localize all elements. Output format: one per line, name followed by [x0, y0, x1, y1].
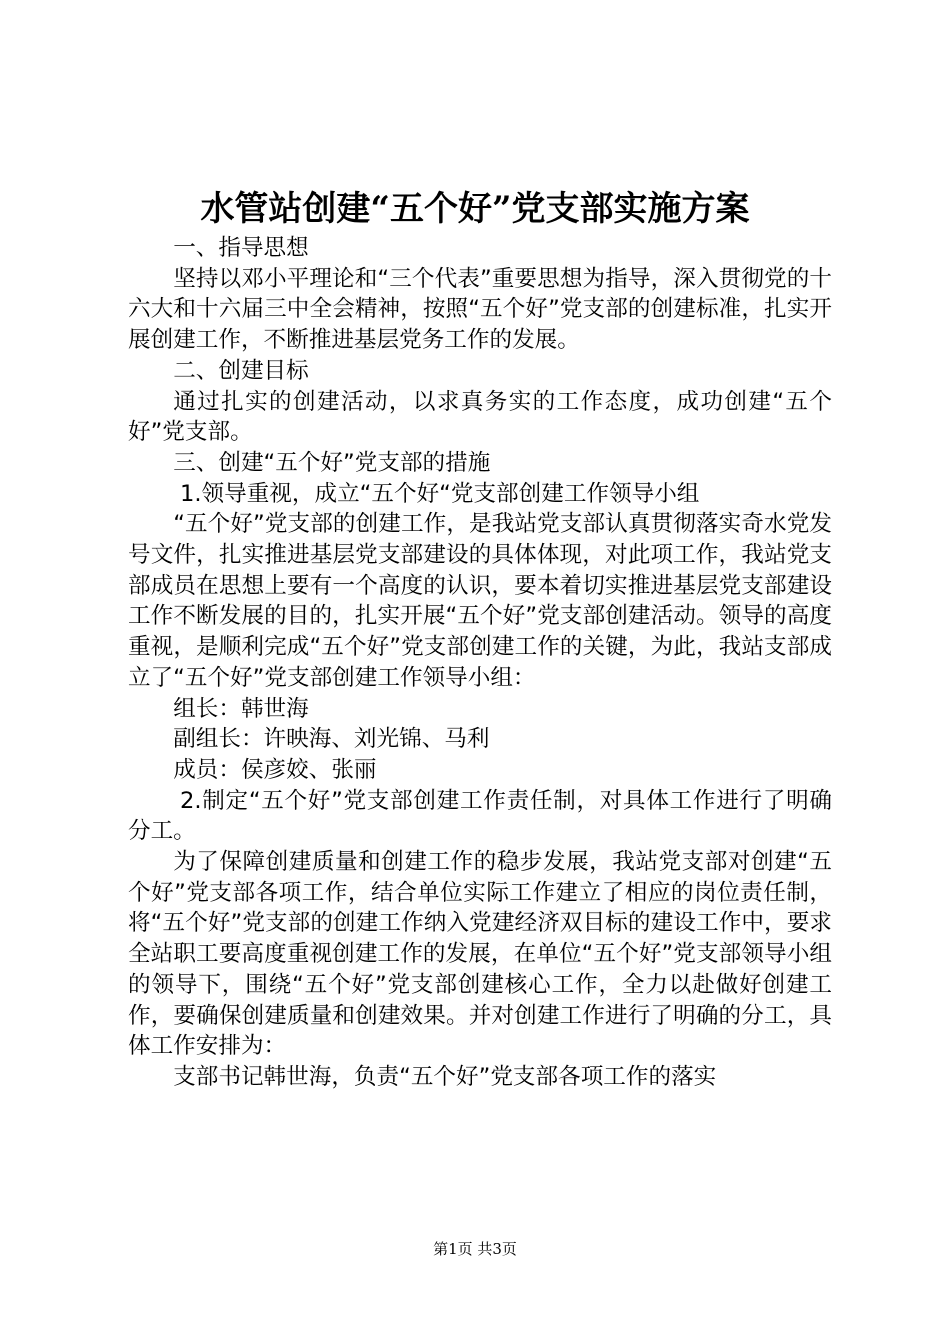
paragraph-guiding-ideology: 坚持以邓小平理论和“三个代表”重要思想为指导，深入贯彻党的十六大和十六届三中全会精神，按照“五个好”党支部的创建标准，扎实开展创建工作，不断推进基层党务工作的发展。 [128, 265, 832, 354]
paragraph-responsibility: 为了保障创建质量和创建工作的稳步发展，我站党支部对创建“五个好”党支部各项工作，结合单位实际工作建立了相应的岗位责任制，将“五个好”党支部的创建工作纳入党建经济双目标的建设工作中，要求全站职工要高度重视创建工作的发展，在单位“五个好”党支部领导小组的领导下，围绕“五个好”党支部创建核心工作，全力以赴做好创建工作，要确保创建质量和创建效果。并对创建工作进行了明确的分工，具体工作安排为： [128, 849, 832, 1060]
paragraph-leadership: “五个好”党支部的创建工作，是我站党支部认真贯彻落实奇水党发号文件，扎实推进基层党支部建设的具体体现，对此项工作，我站党支部成员在思想上要有一个高度的认识，要本着切实推进基层党支部建设工作不断发展的目的，扎实开展“五个好”党支部创建活动。领导的高度重视，是顺利完成“五个好”党支部创建工作的关键，为此，我站支部成立了“五个好”党支部创建工作领导小组： [128, 511, 832, 691]
section-heading-goal: 二、创建目标 [173, 357, 309, 384]
subheading-responsibility: 2.制定“五个好”党支部创建工作责任制，对具体工作进行了明确分工。 [128, 787, 832, 845]
document-body [128, 233, 832, 1093]
page-footer: 第1页 共3页 [433, 1240, 517, 1258]
section-heading-measures: 三、创建“五个好”党支部的措施 [173, 449, 491, 476]
document-title: 水管站创建“五个好”党支部实施方案 [200, 189, 750, 229]
deputy-leader-line: 副组长：许映海、刘光锦、马利 [173, 726, 490, 753]
paragraph-goal: 通过扎实的创建活动，以求真务实的工作态度，成功创建“五个好”党支部。 [128, 388, 832, 446]
section-heading-guiding-ideology: 一、指导思想 [173, 235, 309, 261]
subheading-leadership-group: 1.领导重视，成立“五个好“党支部创建工作领导小组 [179, 480, 700, 507]
group-leader-line: 组长：韩世海 [173, 695, 309, 722]
paragraph-secretary-duty: 支部书记韩世海，负责“五个好”党支部各项工作的落实 [173, 1063, 717, 1090]
members-line: 成员：侯彦姣、张丽 [173, 756, 377, 783]
